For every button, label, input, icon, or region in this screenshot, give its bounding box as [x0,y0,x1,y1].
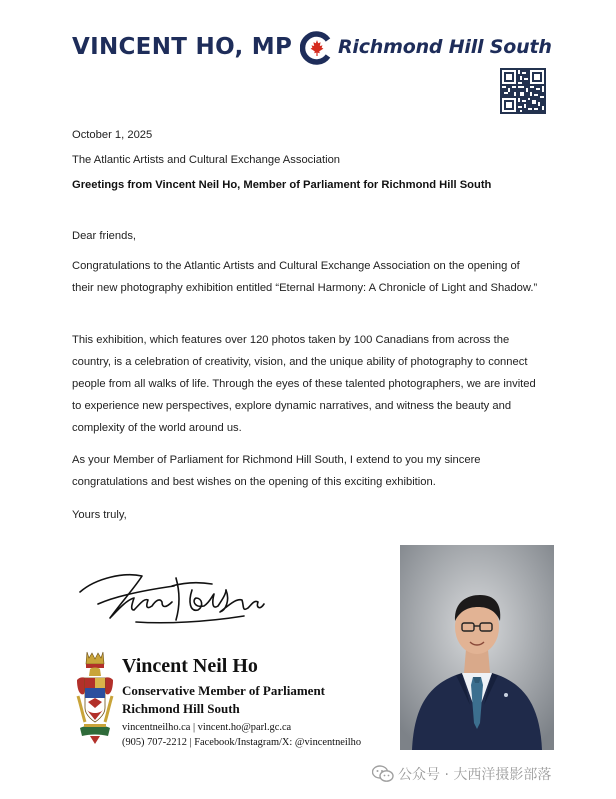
closing: Yours truly, [72,509,127,521]
qr-code-icon[interactable] [500,68,546,114]
coat-of-arms-icon [74,650,116,746]
paragraph-congratulations: Congratulations to the Atlantic Artists and Cultural Exchange Association on the opening of their new photography exhibition entitled “Eternal Harmony: A Chronicle of Light and Shadow.” [72,260,538,294]
conservative-c-maple-leaf-icon [300,31,334,65]
watermark [372,764,551,784]
salutation: Dear friends, [72,230,137,242]
greeting-line: Greetings from Vincent Neil Ho, Member of Parliament for Richmond Hill South [72,179,492,191]
letter-date: October 1, 2025 [72,129,153,141]
wechat-icon [372,765,394,783]
paragraph-exhibition: This exhibition, which features over 120 photos taken by 100 Canadians from across the country, is a celebration of creativity, vision, and the unique ability of photography to connect people from all walks of life. Through the eyes of these talented photographers, we are invited to experience new perspectives, explore dynamic narratives, and witness the beauty and complexity of the world around us. [72,334,536,434]
signoff-contact-web-email: vincentneilho.ca | vincent.ho@parl.gc.ca [122,722,292,733]
paragraph-wishes: As your Member of Parliament for Richmond Hill South, I extend to you my sincere congratulations and best wishes on the opening of this exciting exhibition. [72,454,481,488]
mp-name-header: VINCENT HO, MP [72,34,293,60]
riding-header: Richmond Hill South [338,36,552,58]
recipient-org: The Atlantic Artists and Cultural Exchange Association [72,154,341,166]
watermark-text: 公众号 · 大西洋摄影部落 [398,767,552,783]
portrait-photo [400,545,554,750]
handwritten-signature [76,564,276,634]
signoff-riding: Richmond Hill South [122,701,240,716]
signoff-contact-phone-social: (905) 707-2212 | Facebook/Instagram/X: @vincentneilho [122,737,362,748]
signoff-title: Conservative Member of Parliament [122,683,326,698]
signoff-name: Vincent Neil Ho [122,655,258,677]
